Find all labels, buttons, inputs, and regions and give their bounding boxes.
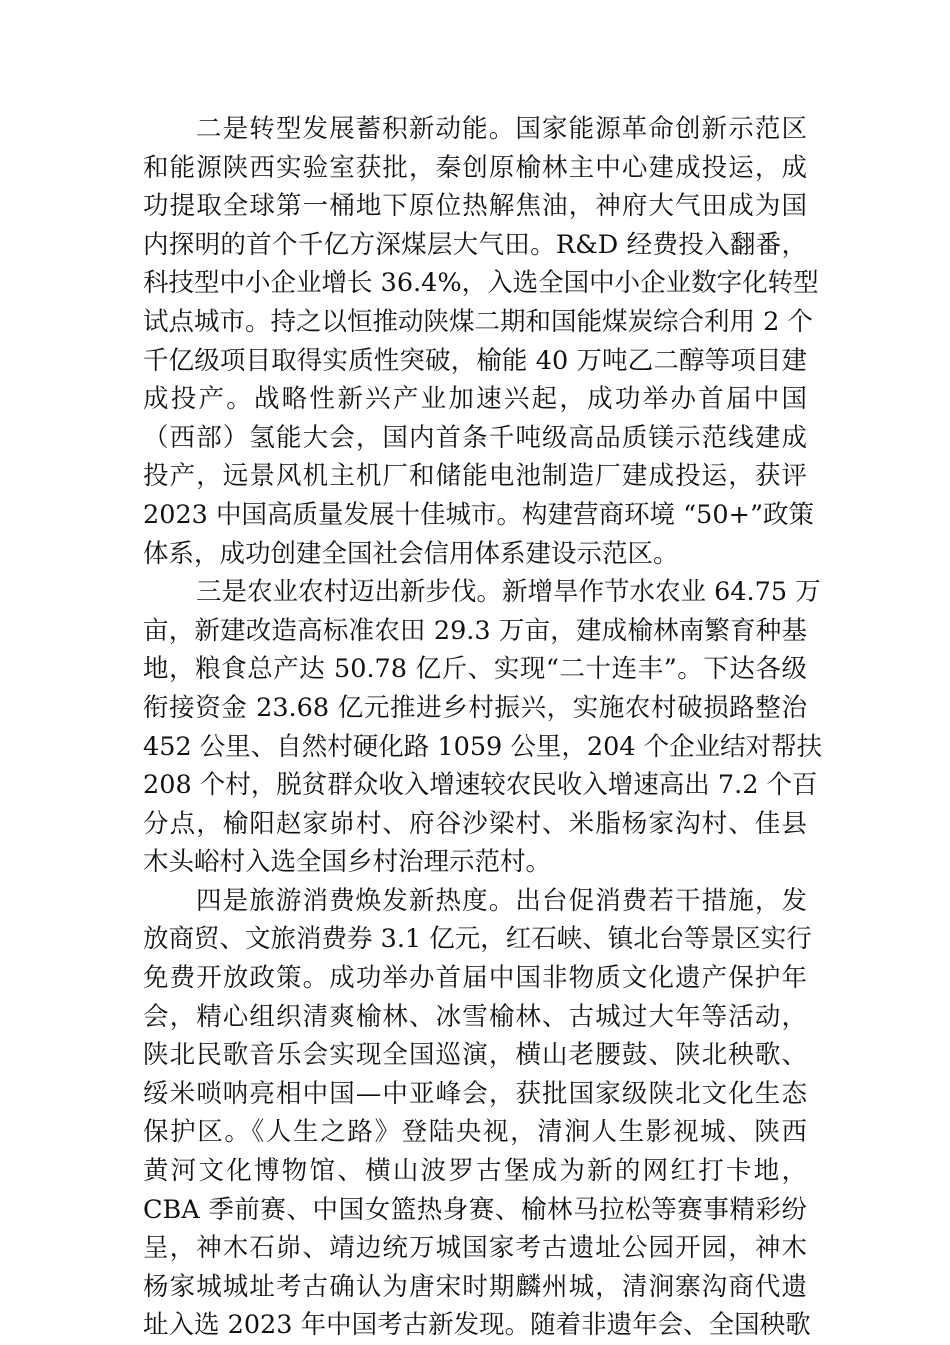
text-line: 四是旅游消费焕发新热度。出台促消费若干措施，发: [196, 885, 807, 916]
text-line: 452 公里、自然村硬化路 1059 公里，204 个企业结对帮扶: [143, 731, 823, 762]
text-line: 绥米唢呐亮相中国—中亚峰会，获批国家级陕北文化生态: [143, 1078, 807, 1109]
text-line: 成投产。战略性新兴产业加速兴起，成功举办首届中国: [143, 384, 807, 415]
text-line: 2023 中国高质量发展十佳城市。构建营商环境 “50+”政策: [143, 499, 814, 530]
text-line: 科技型中小企业增长 36.4%，入选全国中小企业数字化转型: [143, 268, 819, 299]
paragraph-tourism: [143, 882, 812, 1345]
text-line: 木头峪村入选全国乡村治理示范村。: [143, 847, 552, 878]
text-line: 保护区。《人生之路》登陆央视，清涧人生影视城、陕西: [143, 1117, 807, 1148]
text-line: 试点城市。持之以恒推动陕煤二期和国能煤炭综合利用 2 个: [143, 306, 813, 337]
document-body: [143, 110, 823, 1345]
text-line: 放商贸、文旅消费券 3.1 亿元，红石峡、镇北台等景区实行: [143, 924, 812, 955]
text-line: 杨家城城址考古确认为唐宋时期麟州城，清涧寨沟商代遗: [143, 1271, 807, 1302]
text-line: 址入选 2023 年中国考古新发现。随着非遗年会、全国秧歌: [143, 1310, 811, 1341]
text-line: 黄河文化博物馆、横山波罗古堡成为新的网红打卡地，: [143, 1156, 807, 1187]
text-line: CBA 季前赛、中国女篮热身赛、榆林马拉松等赛事精彩纷: [143, 1194, 807, 1225]
text-line: 会，精心组织清爽榆林、冰雪榆林、古城过大年等活动，: [143, 1001, 807, 1032]
text-line: 和能源陕西实验室获批，秦创原榆林主中心建成投运，成: [143, 152, 807, 183]
text-line: 三是农业农村迈出新步伐。新增旱作节水农业 64.75 万: [196, 577, 821, 608]
paragraph-transformation: [143, 110, 819, 573]
text-line: 208 个村，脱贫群众收入增速较农民收入增速高出 7.2 个百: [143, 770, 818, 801]
text-line: 内探明的首个千亿方深煤层大气田。R&D 经费投入翻番，: [143, 229, 807, 260]
text-line: 功提取全球第一桶地下原位热解焦油，神府大气田成为国: [143, 191, 807, 222]
text-line: 地，粮食总产达 50.78 亿斤、实现“二十连丰”。下达各级: [143, 654, 807, 685]
text-line: 陕北民歌音乐会实现全国巡演，横山老腰鼓、陕北秧歌、: [143, 1040, 807, 1071]
text-line: 呈，神木石峁、靖边统万城国家考古遗址公园开园，神木: [143, 1233, 807, 1264]
text-line: 衔接资金 23.68 亿元推进乡村振兴，实施农村破损路整治: [143, 692, 807, 723]
text-line: 体系，成功创建全国社会信用体系建设示范区。: [143, 538, 679, 569]
text-line: 二是转型发展蓄积新动能。国家能源革命创新示范区: [196, 114, 807, 144]
text-line: 千亿级项目取得实质性突破，榆能 40 万吨乙二醇等项目建: [143, 345, 807, 376]
text-line: 免费开放政策。成功举办首届中国非物质文化遗产保护年: [143, 963, 807, 994]
paragraph-agriculture: [143, 573, 823, 882]
text-line: 亩，新建改造高标准农田 29.3 万亩，建成榆林南繁育种基: [143, 615, 807, 646]
text-line: 分点，榆阳赵家峁村、府谷沙梁村、米脂杨家沟村、佳县: [143, 808, 807, 839]
text-line: （西部）氢能大会，国内首条千吨级高品质镁示范线建成: [143, 422, 807, 453]
text-line: 投产，远景风机主机厂和储能电池制造厂建成投运，获评: [143, 461, 807, 492]
